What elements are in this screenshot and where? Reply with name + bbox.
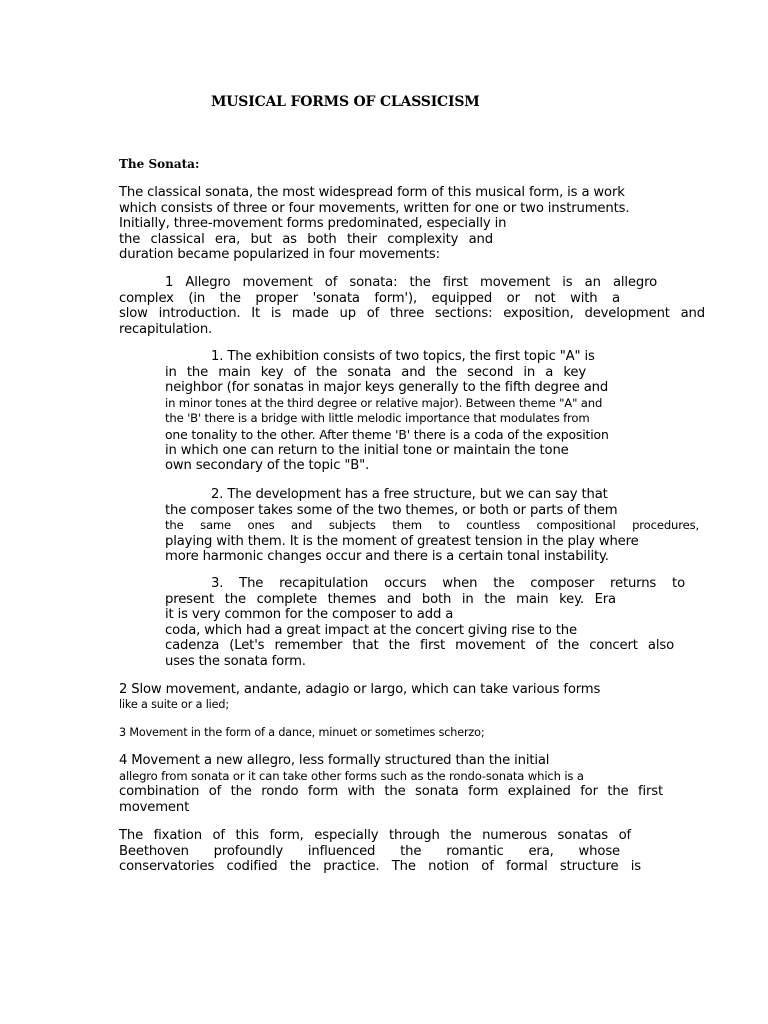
text-line: in which one can return to the initial tone or maintain the tone: [165, 442, 569, 458]
text-line: in the main key of the sonata and the second in a key: [165, 364, 586, 380]
exposition-paragraph: [165, 349, 695, 474]
text-line: like a suite or a lied;: [119, 697, 229, 711]
movement-1-paragraph: [119, 275, 705, 337]
text-line: The fixation of this form, especially through the numerous sonatas of: [119, 828, 631, 843]
text-line: uses the sonata form.: [165, 653, 306, 669]
text-line: neighbor (for sonatas in major keys generally to the fifth degree and: [165, 380, 609, 396]
recapitulation-paragraph: [165, 576, 686, 670]
text-line: which consists of three or four movements, written for one or two instruments.: [119, 200, 630, 216]
text-line: 3 Movement in the form of a dance, minuet or sometimes scherzo;: [119, 726, 485, 739]
movement-3-paragraph: [119, 725, 679, 741]
text-line: more harmonic changes occur and there is a certain tonal instability.: [165, 549, 609, 565]
text-line: 4 Movement a new allegro, less formally structured than the initial: [119, 753, 550, 768]
development-paragraph: [165, 487, 700, 565]
text-line: slow introduction. It is made up of three sections: exposition, development and: [119, 306, 705, 322]
text-line: allegro from sonata or it can take other forms such as the rondo-sonata which is a: [119, 768, 584, 783]
text-line: one tonality to the other. After theme 'B' there is a coda of the exposition: [165, 426, 609, 442]
text-line: present the complete themes and both in the main key. Era: [165, 591, 616, 607]
text-line: 1 Allegro movement of sonata: the first movement is an allegro: [165, 275, 657, 290]
text-line: The classical sonata, the most widespread form of this musical form, is a work: [119, 185, 625, 200]
text-line: the 'B' there is a bridge with little melodic importance that modulates from: [165, 411, 590, 426]
text-line: 1. The exhibition consists of two topics, the first topic "A" is: [211, 349, 595, 364]
text-line: in minor tones at the third degree or relative major). Between theme "A" and: [165, 395, 603, 410]
text-line: Beethoven profoundly influenced the romantic era, whose: [119, 843, 620, 859]
text-line: 2 Slow movement, andante, adagio or largo, which can take various forms: [119, 682, 601, 697]
page-title: MUSICAL FORMS OF CLASSICISM: [211, 94, 480, 110]
text-line: recapitulation.: [119, 321, 213, 337]
fixation-paragraph: [119, 828, 641, 875]
text-line: Initially, three-movement forms predominated, especially in: [119, 216, 507, 232]
text-line: conservatories codified the practice. The notion of formal structure is: [119, 859, 641, 875]
text-line: complex (in the proper 'sonata form'), equipped or not with a: [119, 290, 620, 306]
text-line: 3. The recapitulation occurs when the composer returns to: [211, 576, 685, 591]
text-line: 2. The development has a free structure, but we can say that: [211, 487, 608, 502]
text-line: movement: [119, 799, 190, 815]
movement-2-paragraph: [119, 682, 679, 711]
text-line: combination of the rondo form with the sonata form explained for the first: [119, 784, 663, 800]
text-line: duration became popularized in four movements:: [119, 247, 440, 263]
intro-paragraph: [119, 185, 691, 263]
text-line: own secondary of the topic "B".: [165, 458, 370, 474]
text-line: cadenza (Let's remember that the first movement of the concert also: [165, 638, 674, 654]
section-heading: The Sonata:: [119, 157, 200, 171]
text-line: it is very common for the composer to add a: [165, 607, 454, 623]
movement-4-paragraph: [119, 753, 679, 815]
text-line: the same ones and subjects them to countless compositional procedures,: [165, 518, 699, 533]
text-line: playing with them. It is the moment of greatest tension in the play where: [165, 533, 639, 549]
text-line: the composer takes some of the two themes, or both or parts of them: [165, 502, 618, 518]
text-line: coda, which had a great impact at the concert giving rise to the: [165, 622, 577, 638]
text-line: the classical era, but as both their complexity and: [119, 231, 493, 247]
